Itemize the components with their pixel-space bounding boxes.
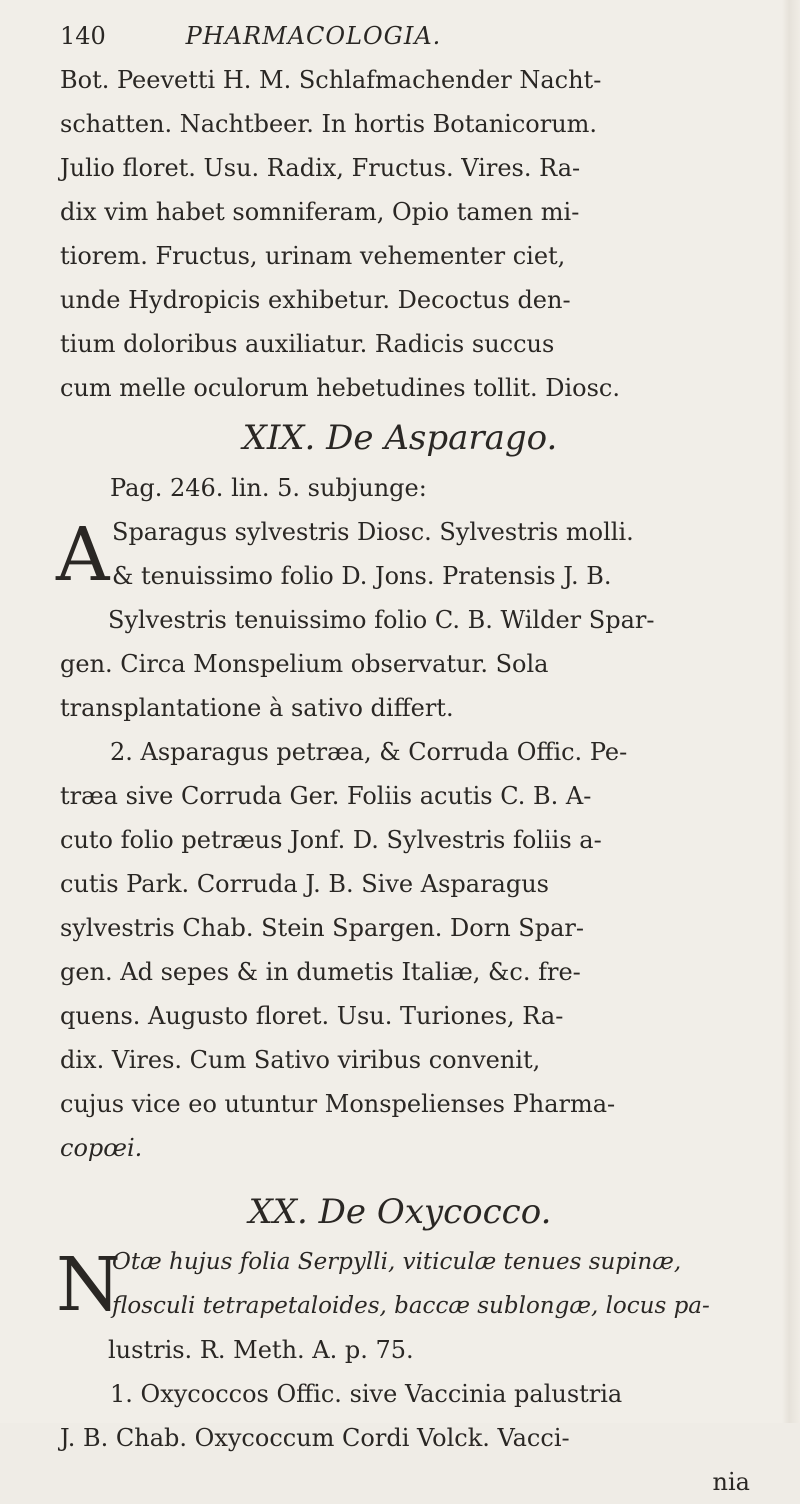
- text-line: quens. Augusto floret. Usu. Turiones, Ra-: [60, 1002, 564, 1030]
- running-title: PHARMACOLOGIA.: [185, 22, 442, 50]
- text-line: Sylvestris tenuissimo folio C. B. Wilder Spar-: [108, 606, 655, 634]
- section-heading-oxycoccus: XX. De Oxycocco.: [248, 1192, 552, 1232]
- text-line: gen. Circa Monspelium observatur. Sola: [60, 650, 549, 678]
- drop-cap: N: [56, 1242, 121, 1328]
- text-line: tium doloribus auxiliatur. Radicis succus: [60, 330, 555, 358]
- page-number: 140: [60, 22, 106, 50]
- section-asparagus-body: [56, 510, 780, 1170]
- text-line: Julio floret. Usu. Radix, Fructus. Vires. Ra-: [60, 154, 581, 182]
- section-oxycoccus-body: [56, 1240, 780, 1504]
- text-line: dix. Vires. Cum Sativo viribus convenit,: [60, 1046, 541, 1074]
- text-line: 2. Asparagus petræa, & Corruda Offic. Pe-: [110, 738, 628, 766]
- text-line: J. B. Chab. Oxycoccum Cordi Volck. Vacci-: [60, 1424, 570, 1452]
- text-line: transplantatione à sativo differt.: [60, 694, 454, 722]
- text-line: flosculi tetrapetaloides, baccæ sublongæ, locus pa-: [112, 1293, 710, 1319]
- page-edge: [782, 0, 800, 1423]
- text-line: unde Hydropicis exhibetur. Decoctus den-: [60, 286, 571, 314]
- text-line: dix vim habet somniferam, Opio tamen mi-: [60, 198, 580, 226]
- text-line: Sparagus sylvestris Diosc. Sylvestris molli.: [112, 518, 634, 546]
- text-line: cutis Park. Corruda J. B. Sive Asparagus: [60, 870, 549, 898]
- text-line: gen. Ad sepes & in dumetis Italiæ, &c. fre-: [60, 958, 581, 986]
- text-line: Bot. Peevetti H. M. Schlafmachender Nacht-: [60, 66, 602, 94]
- text-line: cujus vice eo utuntur Monspelienses Pharma-: [60, 1090, 616, 1118]
- text-line: træa sive Corruda Ger. Foliis acutis C. B. A-: [60, 782, 592, 810]
- page-text: [56, 14, 780, 1504]
- catchword: nia: [712, 1468, 750, 1496]
- text-line: sylvestris Chab. Stein Spargen. Dorn Spar-: [60, 914, 584, 942]
- text-line: cuto folio petræus Jonf. D. Sylvestris foliis a-: [60, 826, 602, 854]
- page-reference: Pag. 246. lin. 5. subjunge:: [110, 474, 427, 502]
- paragraph-nightshade: [60, 58, 780, 410]
- section-heading-asparagus: XIX. De Asparago.: [242, 418, 558, 458]
- drop-cap: A: [56, 512, 110, 598]
- text-line: 1. Oxycoccos Offic. sive Vaccinia palustria: [110, 1380, 623, 1408]
- text-line: tiorem. Fructus, urinam vehementer ciet,: [60, 242, 566, 270]
- text-line: copœi.: [60, 1134, 143, 1162]
- text-line: lustris. R. Meth. A. p. 75.: [108, 1336, 414, 1364]
- running-header: [60, 14, 780, 58]
- text-line: & tenuissimo folio D. Jons. Pratensis J. B.: [112, 562, 612, 590]
- text-line: cum melle oculorum hebetudines tollit. Diosc.: [60, 374, 620, 402]
- text-line: Otæ hujus folia Serpylli, viticulæ tenues supinæ,: [112, 1249, 682, 1275]
- text-line: schatten. Nachtbeer. In hortis Botanicorum.: [60, 110, 598, 138]
